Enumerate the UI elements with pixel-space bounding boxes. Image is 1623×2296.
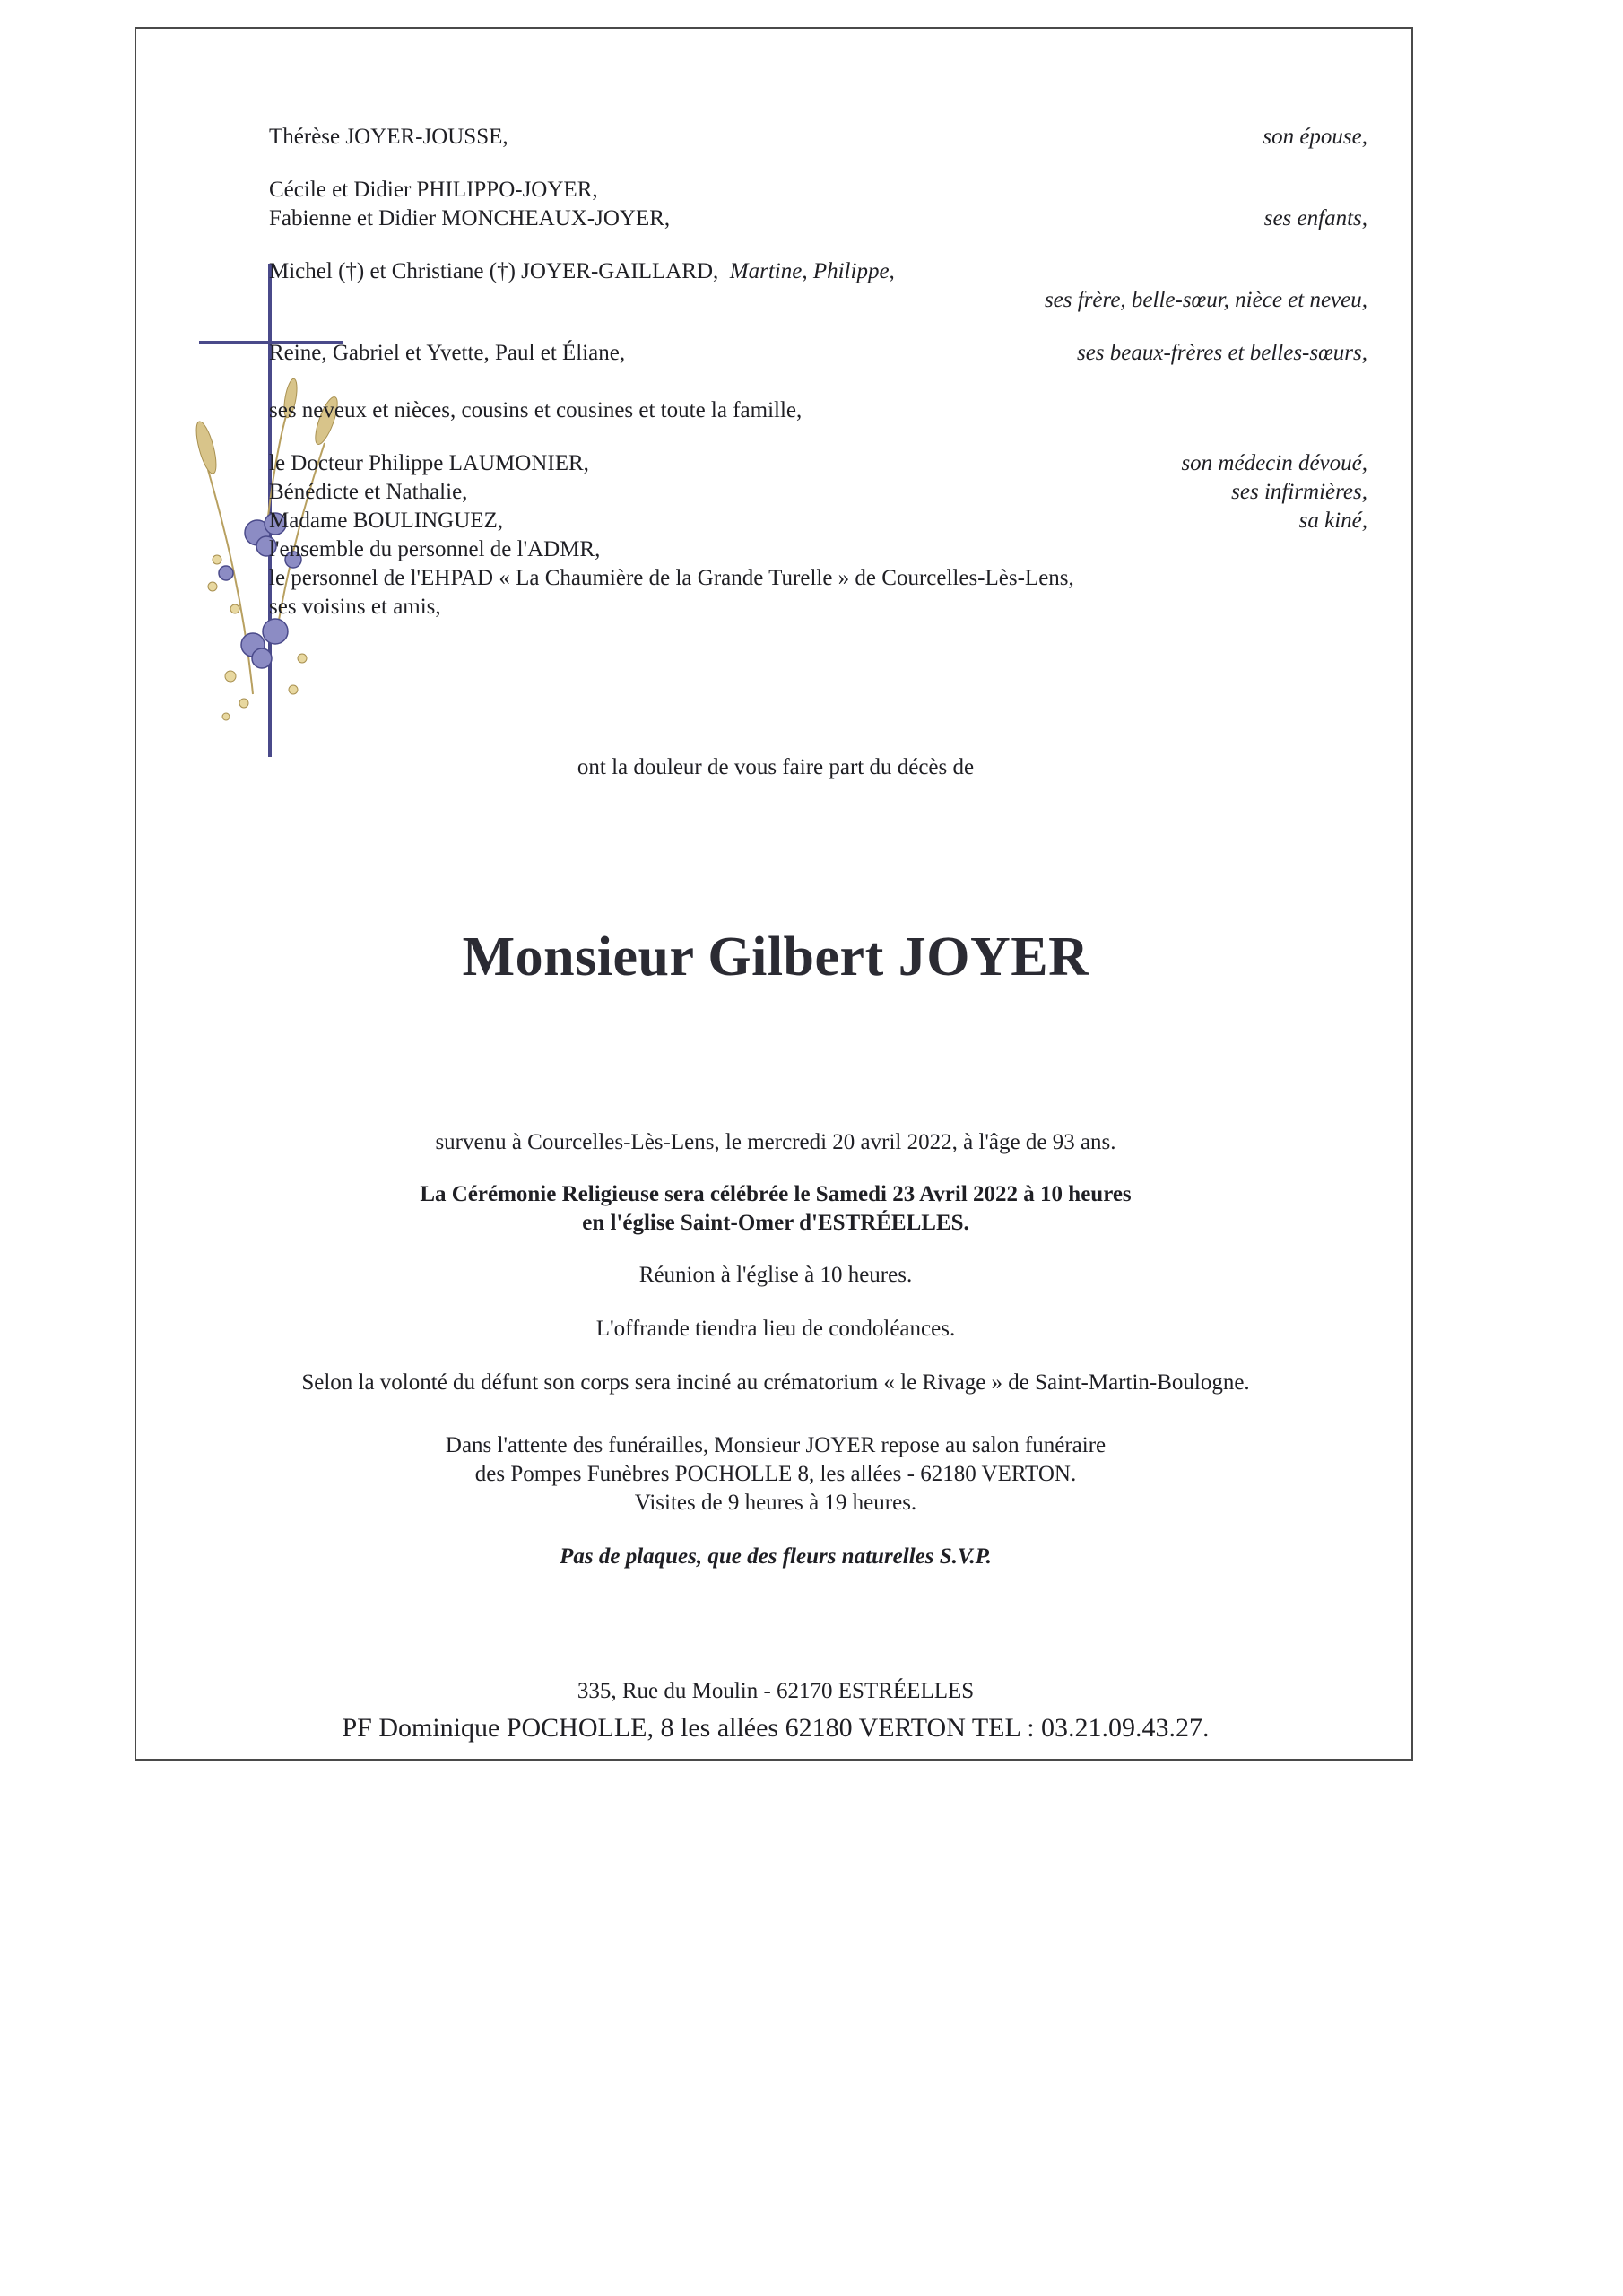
death-info: survenu à Courcelles-Lès-Lens, le mercredi 20 avril 2022, à l'âge de 93 ans. (435, 1130, 1116, 1154)
family-line: Cécile et Didier PHILIPPO-JOYER, (269, 178, 598, 202)
family-line: Thérèse JOYER-JOUSSE, son épouse, (269, 125, 1367, 149)
cremation-text: Selon la volonté du défunt son corps sera inciné au crématorium « le Rivage » de Saint-Martin-Boulogne. (301, 1370, 1250, 1395)
repose-line-1: Dans l'attente des funérailles, Monsieur JOYER repose au salon funéraire (445, 1433, 1107, 1457)
family-line: Madame BOULINGUEZ, sa kiné, (269, 509, 1367, 533)
repose-line-3: Visites de 9 heures à 19 heures. (634, 1491, 917, 1515)
family-line: ses frère, belle-sœur, nièce et neveu, (1044, 288, 1367, 312)
family-line: Bénédicte et Nathalie, ses infirmières, (269, 480, 1367, 504)
family-line: Reine, Gabriel et Yvette, Paul et Éliane, ses beaux-frères et belles-sœurs, (269, 341, 1367, 365)
deceased-name: Monsieur Gilbert JOYER (462, 926, 1089, 987)
family-list (269, 123, 1367, 622)
funeral-home-contact: PF Dominique POCHOLLE, 8 les allées 62180 VERTON TEL : 03.21.09.43.27. (342, 1713, 1210, 1743)
family-line: ses voisins et amis, (269, 595, 441, 619)
reunion-text: Réunion à l'église à 10 heures. (638, 1263, 913, 1287)
ceremony-line-2: en l'église Saint-Omer d'ESTRÉELLES. (582, 1211, 969, 1235)
announce-text: ont la douleur de vous faire part du décès de (577, 755, 975, 779)
family-line: le Docteur Philippe LAUMONIER, son médecin dévoué, (269, 451, 1367, 475)
family-line: Michel (†) et Christiane (†) JOYER-GAILLARD, Martine, Philippe, (269, 259, 895, 283)
family-line: Fabienne et Didier MONCHEAUX-JOYER, ses enfants, (269, 206, 1367, 230)
family-line: ses neveux et nièces, cousins et cousines et toute la famille, (269, 398, 803, 422)
ceremony-line-1: La Cérémonie Religieuse sera célébrée le Samedi 23 Avril 2022 à 10 heures (420, 1182, 1132, 1206)
announcement-frame (135, 27, 1413, 1761)
family-line: le personnel de l'EHPAD « La Chaumière de la Grande Turelle » de Courcelles-Lès-Lens, (269, 566, 1074, 590)
flowers-notice: Pas de plaques, que des fleurs naturelles S.V.P. (560, 1544, 992, 1569)
offrande-text: L'offrande tiendra lieu de condoléances. (595, 1317, 956, 1341)
repose-line-2: des Pompes Funèbres POCHOLLE 8, les allées - 62180 VERTON. (474, 1462, 1077, 1486)
address-text: 335, Rue du Moulin - 62170 ESTRÉELLES (577, 1679, 975, 1703)
family-line: l'ensemble du personnel de l'ADMR, (269, 537, 601, 561)
